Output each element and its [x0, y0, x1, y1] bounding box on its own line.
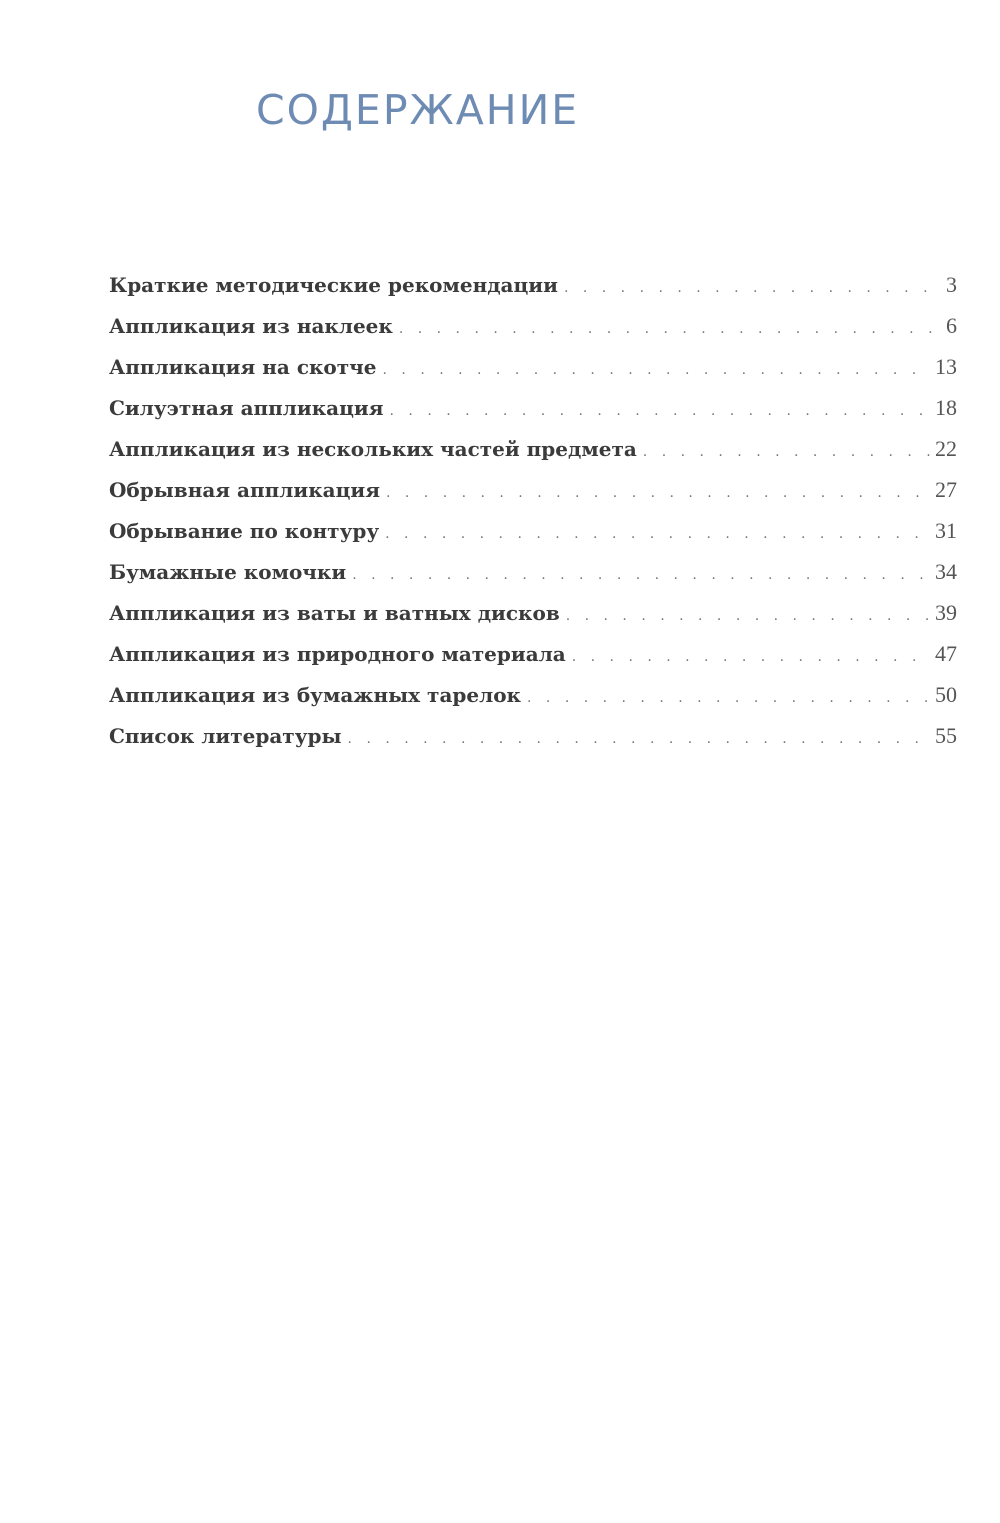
toc-entry: [109, 272, 957, 313]
dot-leader: [348, 731, 932, 747]
toc-entry: [109, 395, 957, 436]
toc-entry: [109, 477, 957, 518]
toc-page-number: 27: [935, 477, 957, 502]
dot-leader: [352, 567, 932, 583]
toc-page-number: 34: [935, 559, 957, 584]
toc-entry: [109, 723, 957, 764]
toc-entry: [109, 600, 957, 641]
dot-leader: [564, 280, 943, 296]
toc-entry: [109, 354, 957, 395]
toc-entry-title: Список литературы: [109, 724, 342, 748]
dot-leader: [390, 403, 932, 419]
table-of-contents: [109, 272, 957, 764]
toc-page-number: 18: [935, 395, 957, 420]
dot-leader: [566, 608, 932, 624]
toc-entry-title: Обрывная аппликация: [109, 478, 380, 502]
toc-entry-title: Бумажные комочки: [109, 560, 347, 584]
toc-page-number: 6: [946, 313, 957, 338]
toc-entry-title: Аппликация из ваты и ватных дисков: [109, 601, 560, 625]
page-title: СОДЕРЖАНИЕ: [256, 86, 580, 134]
toc-page-number: 50: [935, 682, 957, 707]
toc-entry-title: Аппликация из наклеек: [109, 314, 393, 338]
toc-entry: [109, 313, 957, 354]
toc-entry-title: Краткие методические рекомендации: [109, 273, 558, 297]
toc-page-number: 39: [935, 600, 957, 625]
dot-leader: [399, 321, 943, 337]
toc-page-number: 31: [935, 518, 957, 543]
toc-page-number: 55: [935, 723, 957, 748]
dot-leader: [643, 444, 932, 460]
dot-leader: [572, 649, 932, 665]
dot-leader: [386, 485, 932, 501]
toc-entry-title: Обрывание по контуру: [109, 519, 380, 543]
toc-entry: [109, 436, 957, 477]
toc-page-number: 47: [935, 641, 957, 666]
toc-entry-title: Силуэтная аппликация: [109, 396, 384, 420]
toc-entry-title: Аппликация из нескольких частей предмета: [109, 437, 637, 461]
toc-entry-title: Аппликация на скотче: [109, 355, 377, 379]
toc-entry-title: Аппликация из природного материала: [109, 642, 566, 666]
toc-entry: [109, 641, 957, 682]
toc-entry: [109, 682, 957, 723]
toc-page-number: 13: [935, 354, 957, 379]
toc-entry-title: Аппликация из бумажных тарелок: [109, 683, 522, 707]
toc-page-number: 22: [935, 436, 957, 461]
toc-entry: [109, 559, 957, 600]
toc-entry: [109, 518, 957, 559]
dot-leader: [385, 526, 932, 542]
dot-leader: [527, 690, 932, 706]
dot-leader: [383, 362, 932, 378]
toc-page-number: 3: [946, 272, 957, 297]
